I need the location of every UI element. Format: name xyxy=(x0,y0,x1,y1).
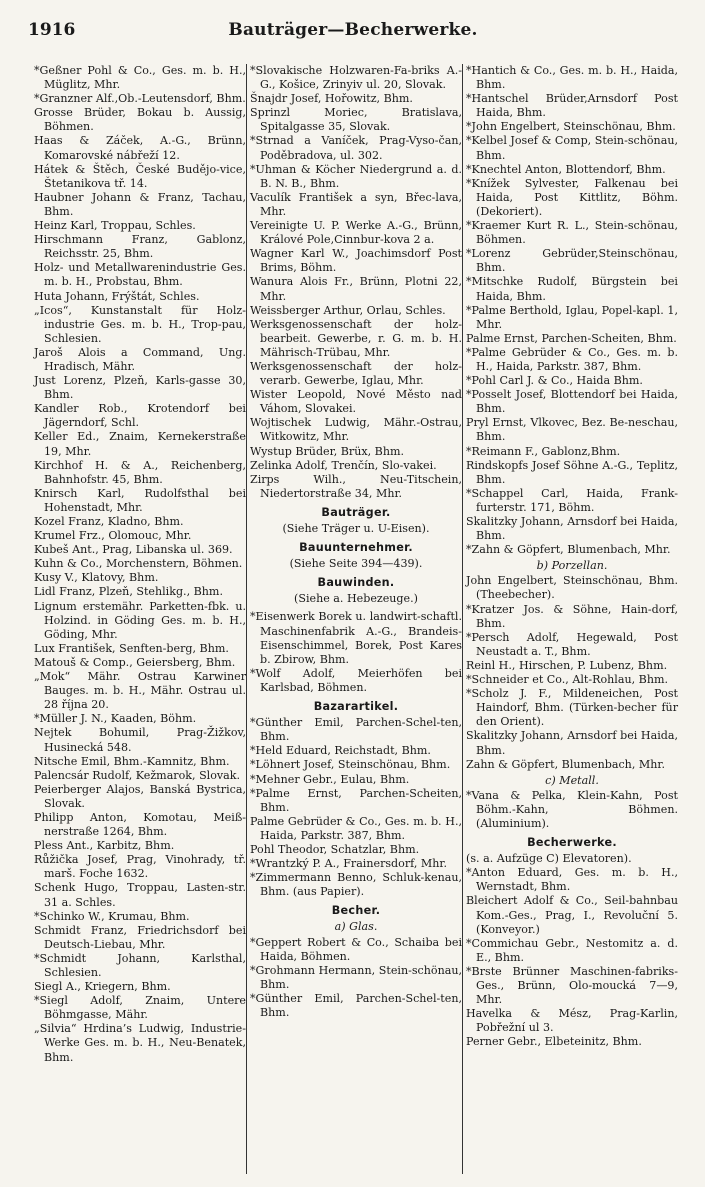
directory-entry: *Strnad a Vaníček, Prag-Vyso-čan, Poděbradova, ul. 302. xyxy=(250,134,462,162)
section-heading: Bauträger. xyxy=(321,505,391,519)
directory-entry: Philipp Anton, Komotau, Meiß-nerstraße 1264, Bhm. xyxy=(34,810,246,839)
column-divider xyxy=(462,64,463,1174)
section-heading: Becher. xyxy=(331,904,381,918)
directory-entry: Kozel Franz, Kladno, Bhm. xyxy=(34,515,184,528)
directory-entry: *Knížek Sylvester, Falkenau bei Haida, Post Kittlitz, Böhm. (Dekoriert). xyxy=(466,176,678,218)
directory-entry: Huta Johann, Frýštát, Schles. xyxy=(34,289,200,303)
directory-entry: *Grohmann Hermann, Stein-schönau, Bhm. xyxy=(250,963,462,991)
directory-entry: Wagner Karl W., Joachimsdorf Post Brims, Böhm. xyxy=(250,247,462,275)
directory-entry: Peierberger Alajos, Banská Bystrica, Slovak. xyxy=(34,782,246,810)
directory-entry: Lux František, Senften-berg, Bhm. xyxy=(34,641,229,655)
directory-entry: Wister Leopold, Nové Město nad Váhom, Slovakei. xyxy=(250,388,462,416)
directory-entry: „Silvia“ Hrdina’s Ludwig, Industrie-Werke Ges. m. b. H., Neu-Benatek, Bhm. xyxy=(34,1022,246,1064)
directory-entry: *Zimmermann Benno, Schluk-kenau, Bhm. (aus Papier). xyxy=(250,871,462,899)
directory-entry: Nejtek Bohumil, Prag-Žižkov, Husinecká 548. xyxy=(34,726,246,754)
directory-entry: *Reimann F., Gablonz,Bhm. xyxy=(466,444,621,458)
section-heading: Bauwinden. xyxy=(317,576,395,590)
directory-entry: Lignum erstemähr. Parketten-fbk. u. Holzind. in Göding Ges. m. b. H., Göding, Mhr. xyxy=(34,599,246,641)
directory-entry: John Engelbert, Steinschönau, Bhm. (Theebecher). xyxy=(466,574,678,602)
directory-entry: *Posselt Josef, Blottendorf bei Haida, Bhm. xyxy=(466,388,678,416)
directory-entry: Kandler Rob., Krotendorf bei Jägerndorf, Schl. xyxy=(34,402,246,430)
cross-reference-note: (Siehe a. Hebezeuge.) xyxy=(294,592,418,606)
directory-entry: Nitsche Emil, Bhm.-Kamnitz, Bhm. xyxy=(34,754,230,768)
page-number: 1916 xyxy=(28,20,76,40)
directory-entry: *Geppert Robert & Co., Schaiba bei Haida, Böhmen. xyxy=(250,935,462,963)
directory-entry: Reinl H., Hirschen, P. Lubenz, Bhm. xyxy=(466,658,668,672)
directory-entry: *Kelbel Josef & Comp, Stein-schönau, Bhm. xyxy=(466,134,678,162)
directory-entry: Keller Ed., Znaim, Kernekerstraße 19, Mhr. xyxy=(34,430,246,458)
directory-entry: Sprinzl Moriec, Bratislava, Spitalgasse 35, Slovak. xyxy=(250,106,462,134)
directory-entry: *Schappel Carl, Haida, Frank-furterstr. 171, Böhm. xyxy=(466,486,678,514)
directory-entry: *Günther Emil, Parchen-Schel-ten, Bhm. xyxy=(250,716,462,744)
directory-entry: Werksgenossenschaft der holz-verarb. Gewerbe, Iglau, Mhr. xyxy=(250,359,462,388)
directory-entry: *Held Eduard, Reichstadt, Bhm. xyxy=(250,744,431,758)
directory-entry: Šnajdr Josef, Hořowitz, Bhm. xyxy=(250,92,413,106)
directory-entry: Hirschmann Franz, Gablonz, Reichsstr. 25, Bhm. xyxy=(34,233,246,261)
directory-entry: *Hantschel Brüder,Arnsdorf Post Haida, Bhm. xyxy=(466,92,678,120)
directory-entry: *Brste Brünner Maschinen-fabriks-Ges., Brünn, Olo-moucká 7—9, Mhr. xyxy=(466,964,678,1007)
directory-entry: *Mehner Gebr., Eulau, Bhm. xyxy=(250,772,410,786)
section-heading: Bazarartikel. xyxy=(313,700,399,714)
directory-entry: Růžička Josef, Prag, Vinohrady, tř. marš. Foche 1632. xyxy=(34,853,246,881)
directory-entry: Vaculík František a syn, Břec-lava, Mhr. xyxy=(250,190,462,218)
directory-entry: (s. a. Aufzüge C) Elevatoren). xyxy=(466,852,632,866)
directory-entry: *Commichau Gebr., Nestomitz a. d. E., Bhm. xyxy=(466,936,678,964)
directory-entry: *Palme Berthold, Iglau, Popel-kapl. 1, Mhr. xyxy=(466,303,678,331)
column-2 xyxy=(250,64,462,1020)
directory-entry: Palencsár Rudolf, Kežmarok, Slovak. xyxy=(34,768,241,782)
directory-entry: Krumel Frz., Olomouc, Mhr. xyxy=(34,529,192,543)
directory-entry: Wojtischek Ludwig, Mähr.-Ostrau, Witkowitz, Mhr. xyxy=(250,416,462,444)
directory-entry: Weissberger Arthur, Orlau, Schles. xyxy=(250,303,446,317)
directory-entry: Kuhn & Co., Morchenstern, Böhmen. xyxy=(34,557,243,571)
directory-entry: *Wolf Adolf, Meierhöfen bei Karlsbad, Böhmen. xyxy=(250,666,462,694)
directory-entry: Just Lorenz, Plzeň, Karls-gasse 30, Bhm. xyxy=(34,374,246,402)
running-title: Bauträger—Becherwerke. xyxy=(228,20,478,40)
directory-entry: *Lorenz Gebrüder,Steinschönau, Bhm. xyxy=(466,247,678,275)
subsection-heading: a) Glas. xyxy=(334,920,378,934)
directory-entry: *Palme Gebrüder & Co., Ges. m. b. H., Haida, Parkstr. 387, Bhm. xyxy=(466,345,678,373)
directory-entry: *Granzner Alf.,Ob.-Leutensdorf, Bhm. xyxy=(34,92,246,106)
directory-entry: *Siegl Adolf, Znaim, Untere Böhmgasse, Mähr. xyxy=(34,994,246,1022)
directory-entry: *Kraemer Kurt R. L., Stein-schönau, Böhmen. xyxy=(466,219,678,247)
directory-entry: *Schneider et Co., Alt-Rohlau, Bhm. xyxy=(466,673,669,687)
directory-entry: Perner Gebr., Elbeteinitz, Bhm. xyxy=(466,1035,642,1049)
directory-entry: Pryl Ernst, Vlkovec, Bez. Be-neschau, Bhm. xyxy=(466,416,678,444)
directory-entry: *Scholz J. F., Mildeneichen, Post Haindorf, Bhm. (Türken-becher für den Orient). xyxy=(466,687,678,729)
directory-entry: Matouš & Comp., Geiersberg, Bhm. xyxy=(34,655,236,669)
directory-entry: „Mok“ Mähr. Ostrau Karwiner Bauges. m. b. H., Mähr. Ostrau ul. 28 října 20. xyxy=(34,670,246,712)
page-header xyxy=(28,20,678,48)
subsection-heading: c) Metall. xyxy=(545,773,599,787)
column-divider xyxy=(246,64,247,1174)
directory-entry: *Palme Ernst, Parchen-Scheiten, Bhm. xyxy=(250,786,462,814)
directory-entry: Heinz Karl, Troppau, Schles. xyxy=(34,219,196,233)
directory-entry: Palme Gebrüder & Co., Ges. m. b. H., Haida, Parkstr. 387, Bhm. xyxy=(250,814,462,842)
directory-entry: Wystup Brüder, Brüx, Bhm. xyxy=(250,444,405,458)
directory-entry: *Wrantzký P. A., Frainersdorf, Mhr. xyxy=(250,857,448,871)
directory-entry: Kirchhof H. & A., Reichenberg, Bahnhofstr. 45, Bhm. xyxy=(34,458,246,486)
directory-entry: Vereinigte U. P. Werke A.-G., Brünn, Králové Pole,Cinnbur-kova 2 a. xyxy=(250,219,462,247)
directory-entry: *Mitschke Rudolf, Bürgstein bei Haida, Bhm. xyxy=(466,275,678,303)
cross-reference-note: (Siehe Seite 394—439). xyxy=(289,557,423,571)
directory-entry: Skalitzky Johann, Arnsdorf bei Haida, Bhm. xyxy=(466,515,678,543)
directory-entry: *Zahn & Göpfert, Blumenbach, Mhr. xyxy=(466,543,671,557)
directory-entry: Bleichert Adolf & Co., Seil-bahnbau Kom.-Ges., Prag, I., Revoluční 5. (Konveyor.) xyxy=(466,894,678,936)
directory-entry: *Schinko W., Krumau, Bhm. xyxy=(34,909,190,923)
directory-entry: Schmidt Franz, Friedrichsdorf bei Deutsch-Liebau, Mhr. xyxy=(34,923,246,951)
directory-entry: Kusy V., Klatovy, Bhm. xyxy=(34,571,159,585)
directory-entry: Hátek & Štěch, České Budějo-vice, Štetanikova tř. 14. xyxy=(34,162,246,190)
directory-entry: Pless Ant., Karbitz, Bhm. xyxy=(34,839,175,853)
directory-entry: Jaroš Alois a Command, Ung. Hradisch, Mähr. xyxy=(34,345,246,373)
directory-entry: Haas & Záček, A.-G., Brünn, Komarovské nábřeží 12. xyxy=(34,134,246,162)
directory-entry: „Icos“, Kunstanstalt für Holz-industrie Ges. m. b. H., Trop-pau, Schlesien. xyxy=(34,303,246,345)
directory-entry: *Anton Eduard, Ges. m. b. H., Wernstadt, Bhm. xyxy=(466,866,678,894)
cross-reference-note: (Siehe Träger u. U-Eisen). xyxy=(282,522,430,535)
directory-entry: Grosse Brüder, Bokau b. Aussig, Böhmen. xyxy=(34,106,246,134)
column-1 xyxy=(34,64,246,1065)
directory-entry: *Pohl Carl J. & Co., Haida Bhm. xyxy=(466,374,643,388)
directory-entry: Havelka & Mész, Prag-Karlin, Pobřežní ul 3. xyxy=(466,1007,678,1035)
directory-entry: Zirps Wilh., Neu-Titschein, Niedertorstraße 34, Mhr. xyxy=(250,472,462,500)
directory-entry: Pohl Theodor, Schatzlar, Bhm. xyxy=(250,842,420,856)
directory-entry: Wanura Alois Fr., Brünn, Plotni 22, Mhr. xyxy=(250,275,462,303)
directory-entry: Knirsch Karl, Rudolfsthal bei Hohenstadt, Mhr. xyxy=(34,486,246,514)
directory-entry: *Löhnert Josef, Steinschönau, Bhm. xyxy=(250,758,451,772)
directory-entry: *Slovakische Holzwaren-Fa-briks A.-G., Košice, Zrinyiv ul. 20, Slovak. xyxy=(250,64,462,92)
directory-entry: *Knechtel Anton, Blottendorf, Bhm. xyxy=(466,162,666,176)
subsection-heading: b) Porzellan. xyxy=(536,559,608,573)
section-heading: Becherwerke. xyxy=(527,836,617,850)
directory-entry: Schenk Hugo, Troppau, Lasten-str. 31 a. Schles. xyxy=(34,881,246,909)
directory-entry: *Vana & Pelka, Klein-Kahn, Post Böhm.-Kahn, Böhmen. (Aluminium). xyxy=(466,788,678,830)
section-heading: Bauunternehmer. xyxy=(299,541,413,555)
directory-entry: *Schmidt Johann, Karlsthal, Schlesien. xyxy=(34,951,246,979)
directory-entry: *Günther Emil, Parchen-Schel-ten, Bhm. xyxy=(250,991,462,1019)
directory-entry: Skalitzky Johann, Arnsdorf bei Haida, Bhm. xyxy=(466,729,678,757)
directory-entry: Lidl Franz, Plzeň, Stehlikg., Bhm. xyxy=(34,585,223,599)
directory-entry: Holz- und Metallwarenindustrie Ges. m. b. H., Probstau, Bhm. xyxy=(34,261,246,289)
directory-entry: Zahn & Göpfert, Blumenbach, Mhr. xyxy=(466,757,665,771)
directory-entry: *Persch Adolf, Hegewald, Post Neustadt a. T., Bhm. xyxy=(466,630,678,658)
directory-entry: *Geßner Pohl & Co., Ges. m. b. H., Müglitz, Mhr. xyxy=(34,64,246,92)
directory-entry: Palme Ernst, Parchen-Scheiten, Bhm. xyxy=(466,331,677,345)
directory-entry: Haubner Johann & Franz, Tachau, Bhm. xyxy=(34,190,246,218)
directory-entry: Siegl A., Kriegern, Bhm. xyxy=(34,980,171,994)
directory-entry: Werksgenossenschaft der holz-bearbeit. Gewerbe, r. G. m. b. H. Mährisch-Trübau, Mhr. xyxy=(250,317,462,359)
column-3 xyxy=(466,64,678,1049)
directory-entry: Zelinka Adolf, Trenčín, Slo-vakei. xyxy=(250,458,437,472)
directory-entry: *John Engelbert, Steinschönau, Bhm. xyxy=(466,120,676,134)
directory-entry: *Eisenwerk Borek u. landwirt-schaftl. Maschinenfabrik A.-G., Brandeis-Eisenschimmel, Borek, Post Kares b. Zbirow, Bhm. xyxy=(250,610,462,666)
directory-entry: *Hantich & Co., Ges. m. b. H., Haida, Bhm. xyxy=(466,64,678,92)
directory-entry: Rindskopfs Josef Söhne A.-G., Teplitz, Bhm. xyxy=(466,458,678,486)
directory-entry: *Uhman & Köcher Niedergrund a. d. B. N. B., Bhm. xyxy=(250,162,462,190)
directory-entry: *Kratzer Jos. & Söhne, Hain-dorf, Bhm. xyxy=(466,602,678,630)
directory-entry: *Müller J. N., Kaaden, Böhm. xyxy=(34,712,197,726)
directory-entry: Kubeš Ant., Prag, Libanska ul. 369. xyxy=(34,543,233,557)
